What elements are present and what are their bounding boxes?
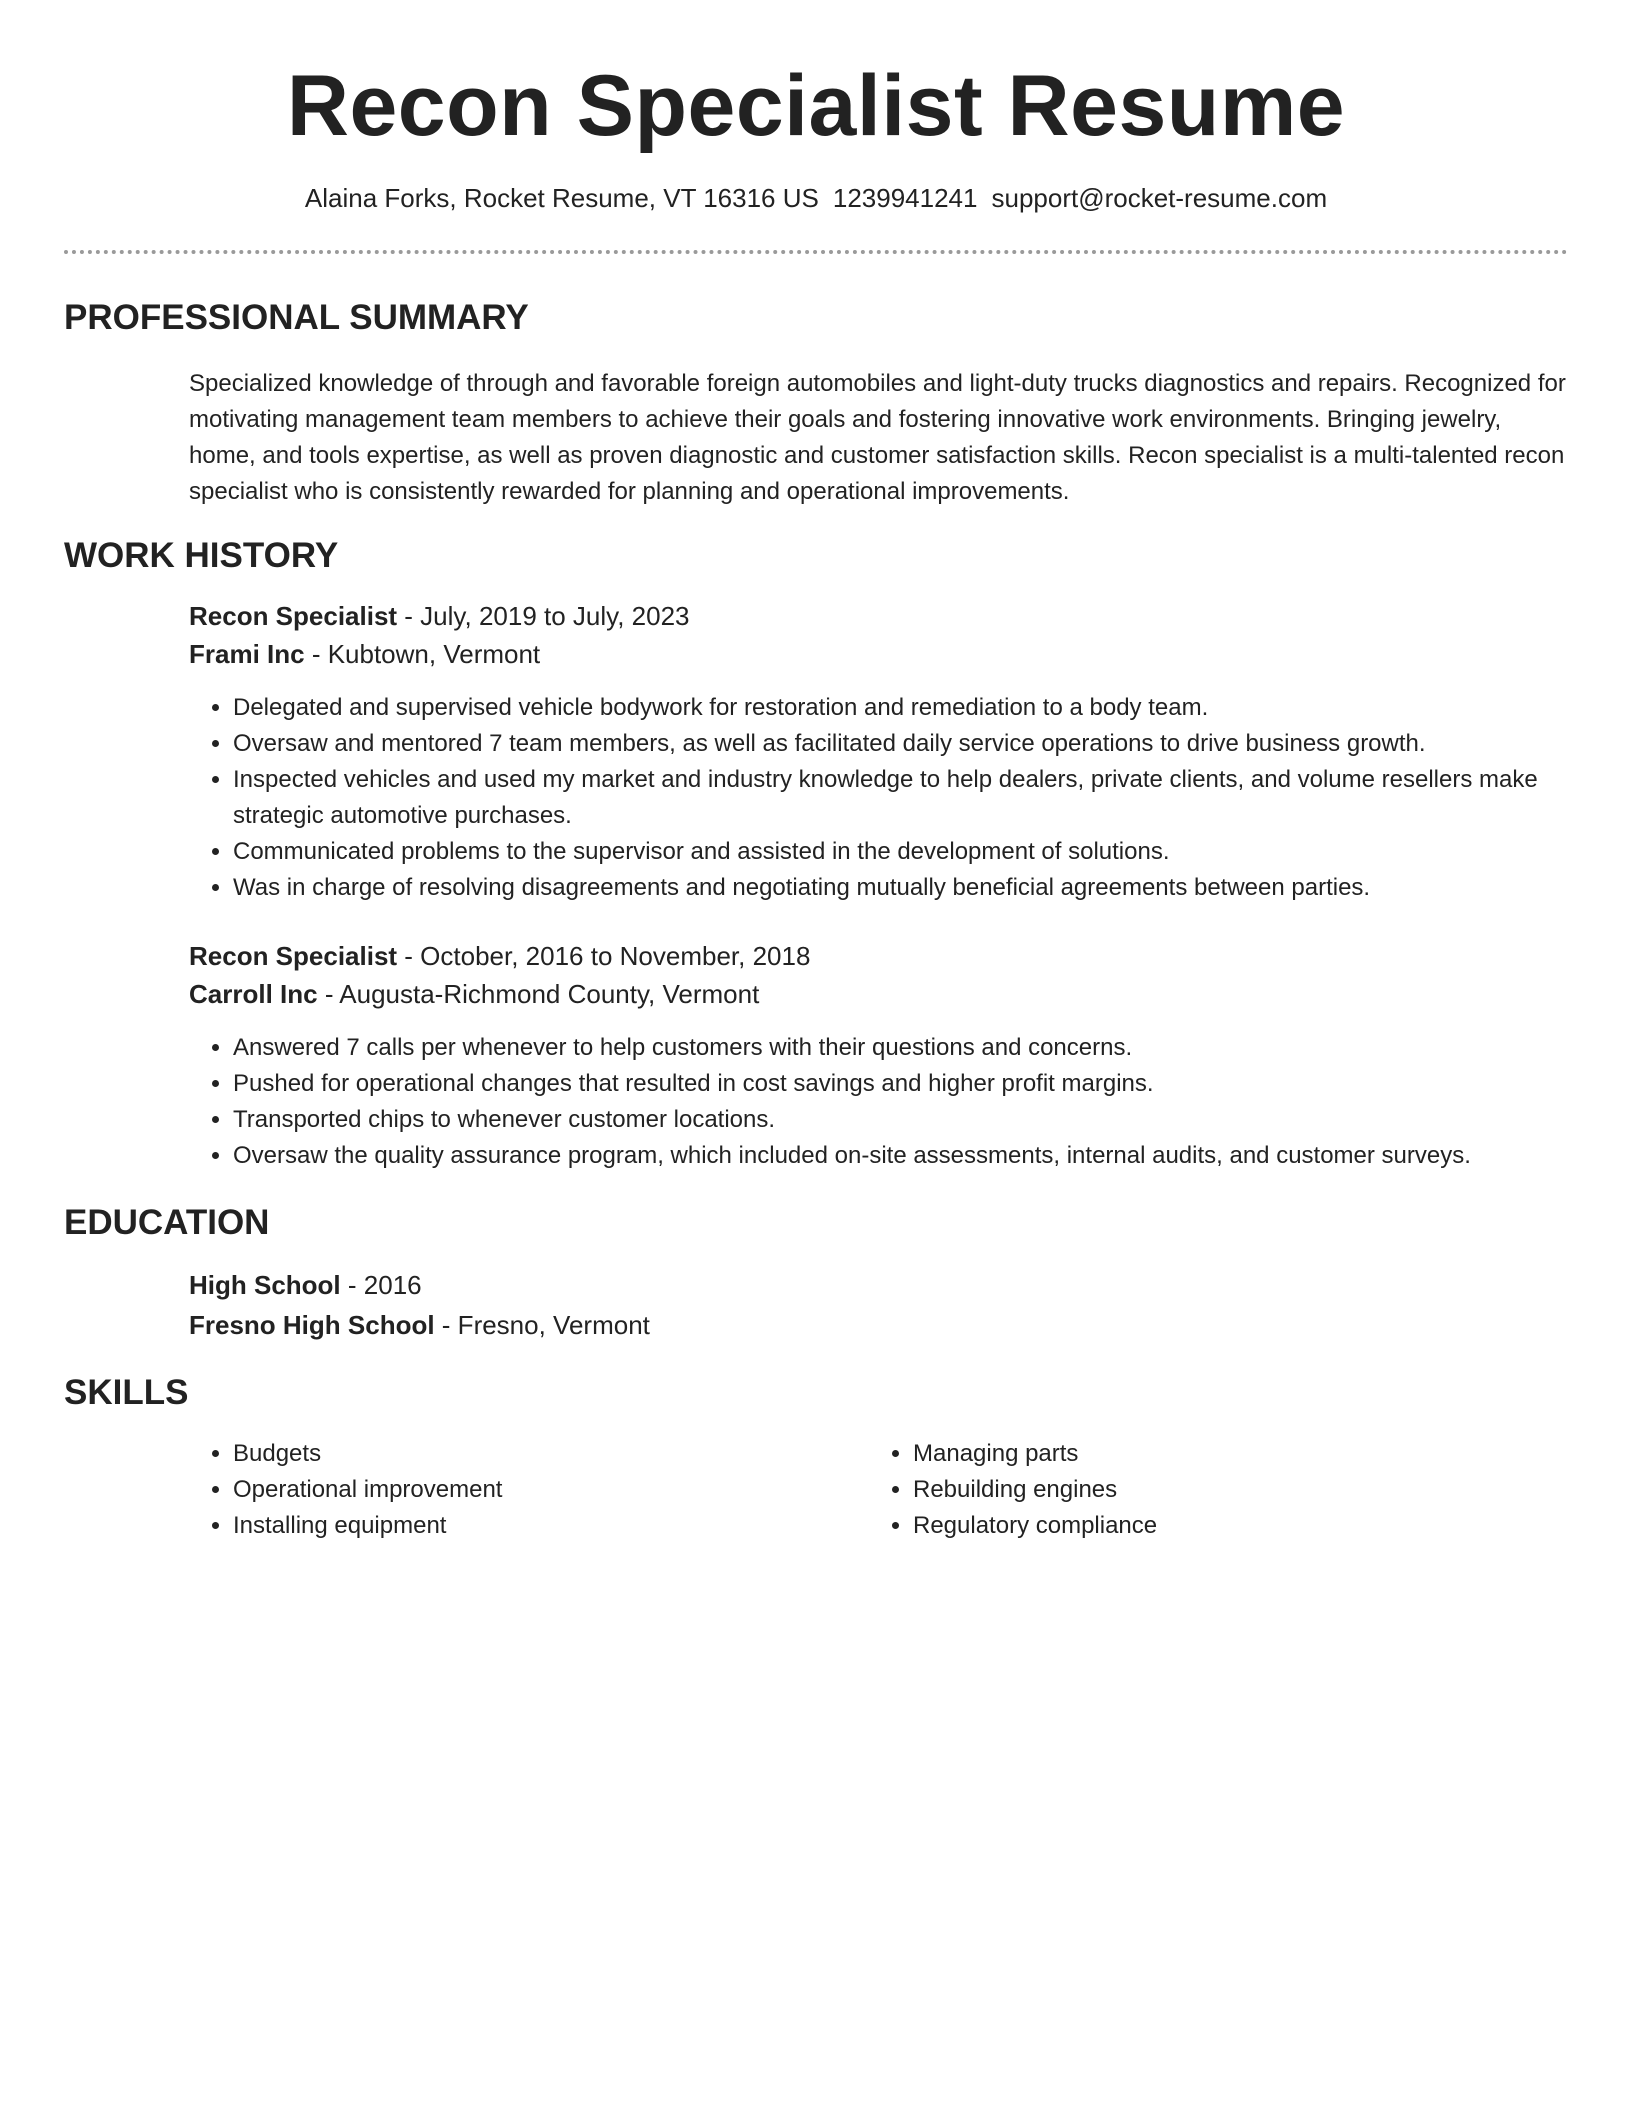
- section-title-education: EDUCATION: [64, 1203, 270, 1242]
- section-title-work-history: WORK HISTORY: [64, 536, 339, 575]
- skill-item: • Operational improvement: [233, 1472, 829, 1508]
- education-location: - Fresno, Vermont: [434, 1310, 650, 1340]
- job-2-title: Recon Specialist: [189, 941, 398, 971]
- contact-address: Alaina Forks, Rocket Resume, VT 16316 US: [304, 183, 819, 213]
- job-2-title-line: [189, 937, 810, 975]
- job-2-company-line: [189, 975, 759, 1013]
- skill-item: • Budgets: [233, 1436, 829, 1472]
- list-item: • Delegated and supervised vehicle bodywork for restoration and remediation to a body team.: [233, 690, 1569, 726]
- list-item: • Communicated problems to the supervisor and assisted in the development of solutions.: [233, 834, 1569, 870]
- job-1-company: Frami Inc: [189, 639, 305, 669]
- list-item: • Inspected vehicles and used my market and industry knowledge to help dealers, private clients, and volume resellers make strategic automotive purchases.: [233, 762, 1569, 834]
- skills-list-left: [189, 1436, 829, 1544]
- section-title-skills: SKILLS: [64, 1373, 189, 1412]
- education-year: - 2016: [340, 1270, 422, 1300]
- contact-email: support@rocket-resume.com: [991, 183, 1328, 213]
- job-2-dates: - October, 2016 to November, 2018: [397, 941, 811, 971]
- job-2-company: Carroll Inc: [189, 979, 318, 1009]
- job-2-bullets: [189, 1030, 1569, 1174]
- job-1-dates: - July, 2019 to July, 2023: [397, 601, 690, 631]
- list-item: • Answered 7 calls per whenever to help customers with their questions and concerns.: [233, 1030, 1569, 1066]
- job-1-title: Recon Specialist: [189, 601, 398, 631]
- skill-item: • Rebuilding engines: [913, 1472, 1509, 1508]
- contact-phone: 1239941241: [832, 183, 978, 213]
- job-2-location: - Augusta-Richmond County, Vermont: [317, 979, 760, 1009]
- education-degree: High School: [189, 1270, 341, 1300]
- list-item: • Oversaw and mentored 7 team members, as well as facilitated daily service operations to drive business growth.: [233, 726, 1569, 762]
- skills-list-right: [869, 1436, 1509, 1544]
- summary-text: Specialized knowledge of through and favorable foreign automobiles and light-duty trucks diagnostics and repairs. Recognized for motivating management team members to achieve their goals and fostering innovative work environments. Bringing jewelry, home, and tools expertise, as well as proven diagnostic and customer satisfaction skills. Recon specialist is a multi-talented recon specialist who is consistently rewarded for planning and operational improvements.: [189, 370, 1566, 505]
- header-divider: [64, 250, 1568, 254]
- skill-item: • Installing equipment: [233, 1508, 829, 1544]
- list-item: • Was in charge of resolving disagreements and negotiating mutually beneficial agreements between parties.: [233, 870, 1569, 906]
- list-item: • Pushed for operational changes that resulted in cost savings and higher profit margins.: [233, 1066, 1569, 1102]
- job-1-bullets: [189, 690, 1569, 906]
- job-1-location: - Kubtown, Vermont: [304, 639, 541, 669]
- list-item: • Transported chips to whenever customer locations.: [233, 1102, 1569, 1138]
- education-degree-line: [189, 1266, 422, 1304]
- education-school-line: [189, 1306, 650, 1344]
- education-school: Fresno High School: [189, 1310, 435, 1340]
- page-title: Recon Specialist Resume: [286, 58, 1346, 154]
- skill-item: • Managing parts: [913, 1436, 1509, 1472]
- skill-item: • Regulatory compliance: [913, 1508, 1509, 1544]
- section-title-summary: PROFESSIONAL SUMMARY: [64, 298, 529, 337]
- contact-line: [0, 180, 1632, 216]
- list-item: • Oversaw the quality assurance program, which included on-site assessments, internal audits, and customer surveys.: [233, 1138, 1569, 1174]
- job-1-company-line: [189, 635, 540, 673]
- job-1-title-line: [189, 597, 690, 635]
